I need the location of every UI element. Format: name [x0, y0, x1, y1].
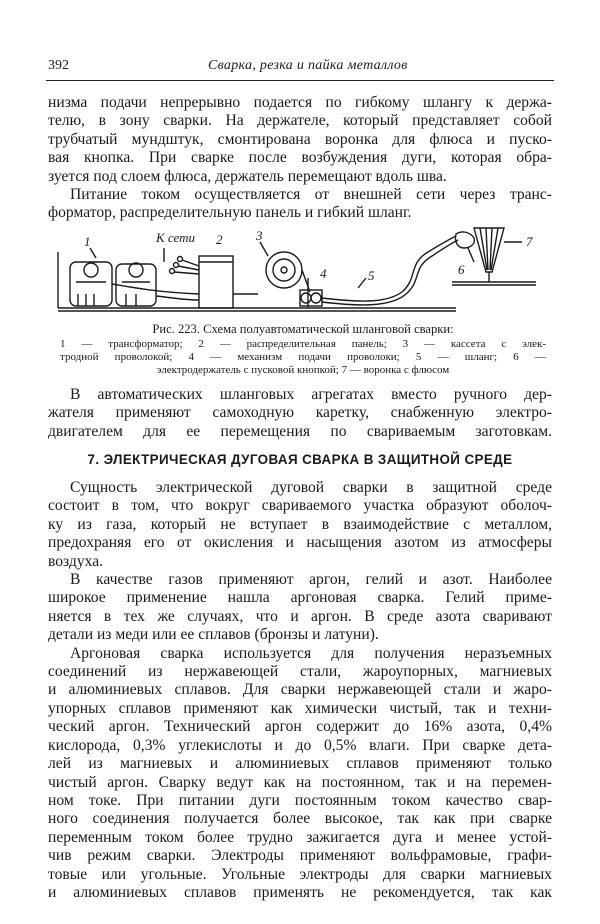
- text-line: зуется под слоем флюса, держатель перемещают вдоль шва.: [48, 167, 447, 185]
- workpiece: [452, 282, 536, 285]
- label-mains: К сети: [156, 230, 195, 245]
- text-line: жателя применяют самоходную каретку, снабженную электро-: [48, 404, 552, 422]
- text-line: вая кнопка. При сварке после возбуждения дуги, которая обра-: [48, 149, 552, 167]
- header-rule: [46, 80, 554, 81]
- label-4: 4: [320, 266, 327, 281]
- caption-legend-line: электродержатель с пусковой кнопкой; 7 — воронка с флюсом: [156, 364, 450, 376]
- text-line: и алюминиевых сплавов. Для сварки нержавеющей стали и жаро-: [48, 681, 552, 699]
- text-line: В качестве газов применяют аргон, гелий и азот. Наиболее: [70, 571, 552, 589]
- caption-title: Рис. 223. Схема полуавтоматической шланговой сварки:: [152, 322, 454, 336]
- caption-legend-line: тродной проволокой; 4 — механизм подачи проволоки; 5 — шланг; 6 —: [60, 351, 546, 363]
- text-line: чистый аргон. Сварку ведут как на постоянном, так и на перемен-: [48, 773, 552, 791]
- text-line: переменным током более трудно зажигается дуга и менее устой-: [48, 828, 552, 846]
- label-7: 7: [526, 234, 533, 249]
- text-line: телю, в зону сварки. На держателе, который представляет собой: [48, 112, 552, 130]
- text-line: чив режим сварки. Электроды применяют вольфрамовые, графи-: [48, 847, 552, 865]
- wire-cassette: [266, 252, 310, 292]
- text-line: трубчатый мундштук, смонтирована воронка для флюса и пуско-: [48, 130, 552, 148]
- flux-funnel: [474, 228, 522, 282]
- text-line: воздуха.: [48, 552, 104, 570]
- text-line: кислорода, 0,3% углекислоты и до 0,5% влаги. При сварке дета-: [48, 736, 552, 754]
- electrode-holder: [455, 232, 474, 262]
- text-line: широкое применение нашла аргоновая сварка. Гелий приме-: [48, 589, 552, 607]
- hose: [322, 236, 456, 301]
- running-title: Сварка, резка и пайка металлов: [208, 58, 408, 73]
- text-line: предохраняя его от окисления и насыщения азотом из атмосферы: [48, 534, 552, 552]
- text-line: состоит в том, что вокруг свариваемого участка образуют оболоч-: [48, 497, 552, 515]
- section-heading: 7. ЭЛЕКТРИЧЕСКАЯ ДУГОВАЯ СВАРКА В ЗАЩИТНОЙ СРЕДЕ: [87, 452, 513, 467]
- text-line: форматор, распределительную панель и гибкий шланг.: [48, 204, 412, 222]
- text-line: ного соединения получается более высокое, так как при сварке: [48, 810, 552, 828]
- intro-text: [48, 94, 552, 223]
- distribution-panel: [199, 256, 233, 308]
- label-6: 6: [458, 262, 465, 277]
- label-5: 5: [368, 268, 375, 283]
- label-1: 1: [84, 234, 91, 249]
- text-line: и алюминиевых сплавов применять не рекомендуется, так как: [48, 883, 552, 901]
- page-number: 392: [48, 58, 69, 73]
- text-line: няется в тех же случаях, что и аргон. В среде азота сваривают: [48, 607, 552, 625]
- text-line: ческий аргон. Технический аргон содержит до 16% азота, 0,4%: [48, 718, 552, 736]
- text-line: ку из газа, который не вступает в взаимодействие с металлом,: [48, 515, 552, 533]
- paragraph: [48, 479, 552, 571]
- figure-223-diagram: [56, 222, 552, 322]
- text-line: лей из магниевых и алюминиевых сплавов применяют только: [48, 755, 552, 773]
- text-line: соединений из нержавеющей стали, жароупорных, магниевых: [48, 663, 552, 681]
- after-figure-text: [48, 386, 552, 441]
- label-3: 3: [256, 228, 263, 243]
- cables: [112, 284, 258, 300]
- section-body: [48, 479, 552, 902]
- text-line: В автоматических шланговых агрегатах вместо ручного дер-: [70, 386, 552, 403]
- text-line: Питание током осуществляется от внешней сети через транс-: [70, 186, 552, 204]
- text-line: Аргоновая сварка используется для получения неразъемных: [70, 644, 552, 662]
- text-line: низма подачи непрерывно подается по гибкому шлангу к держа-: [48, 94, 552, 111]
- text-line: двигателем для ее перемещения по свариваемым заготовкам.: [48, 422, 552, 440]
- paragraph: [48, 94, 552, 186]
- paragraph: [48, 186, 552, 223]
- text-line: упорных сплавов применяют как химически чистый, так и техни-: [48, 699, 552, 717]
- label-2: 2: [216, 232, 223, 247]
- transformer-1: [70, 262, 112, 306]
- text-line: ном токе. При питании дуги постоянным током качество свар-: [48, 791, 552, 809]
- mains-connection: [170, 257, 200, 275]
- caption-legend-line: 1 — трансформатор; 2 — распределительная панель; 3 — кассета с элек-: [60, 338, 546, 350]
- paragraph: [48, 571, 552, 645]
- transformer-2: [116, 263, 156, 306]
- text-line: детали из меди или ее сплавов (бронзы и латуни).: [48, 626, 379, 644]
- text-line: товые или угольные. Угольные электроды для сварки магниевых: [48, 865, 552, 883]
- paragraph: [48, 386, 552, 441]
- text-line: Сущность электрической дуговой сварки в защитной среде: [70, 479, 552, 496]
- figure-caption: [56, 322, 550, 377]
- wire-feed-mechanism: [300, 290, 322, 306]
- paragraph: [48, 645, 552, 903]
